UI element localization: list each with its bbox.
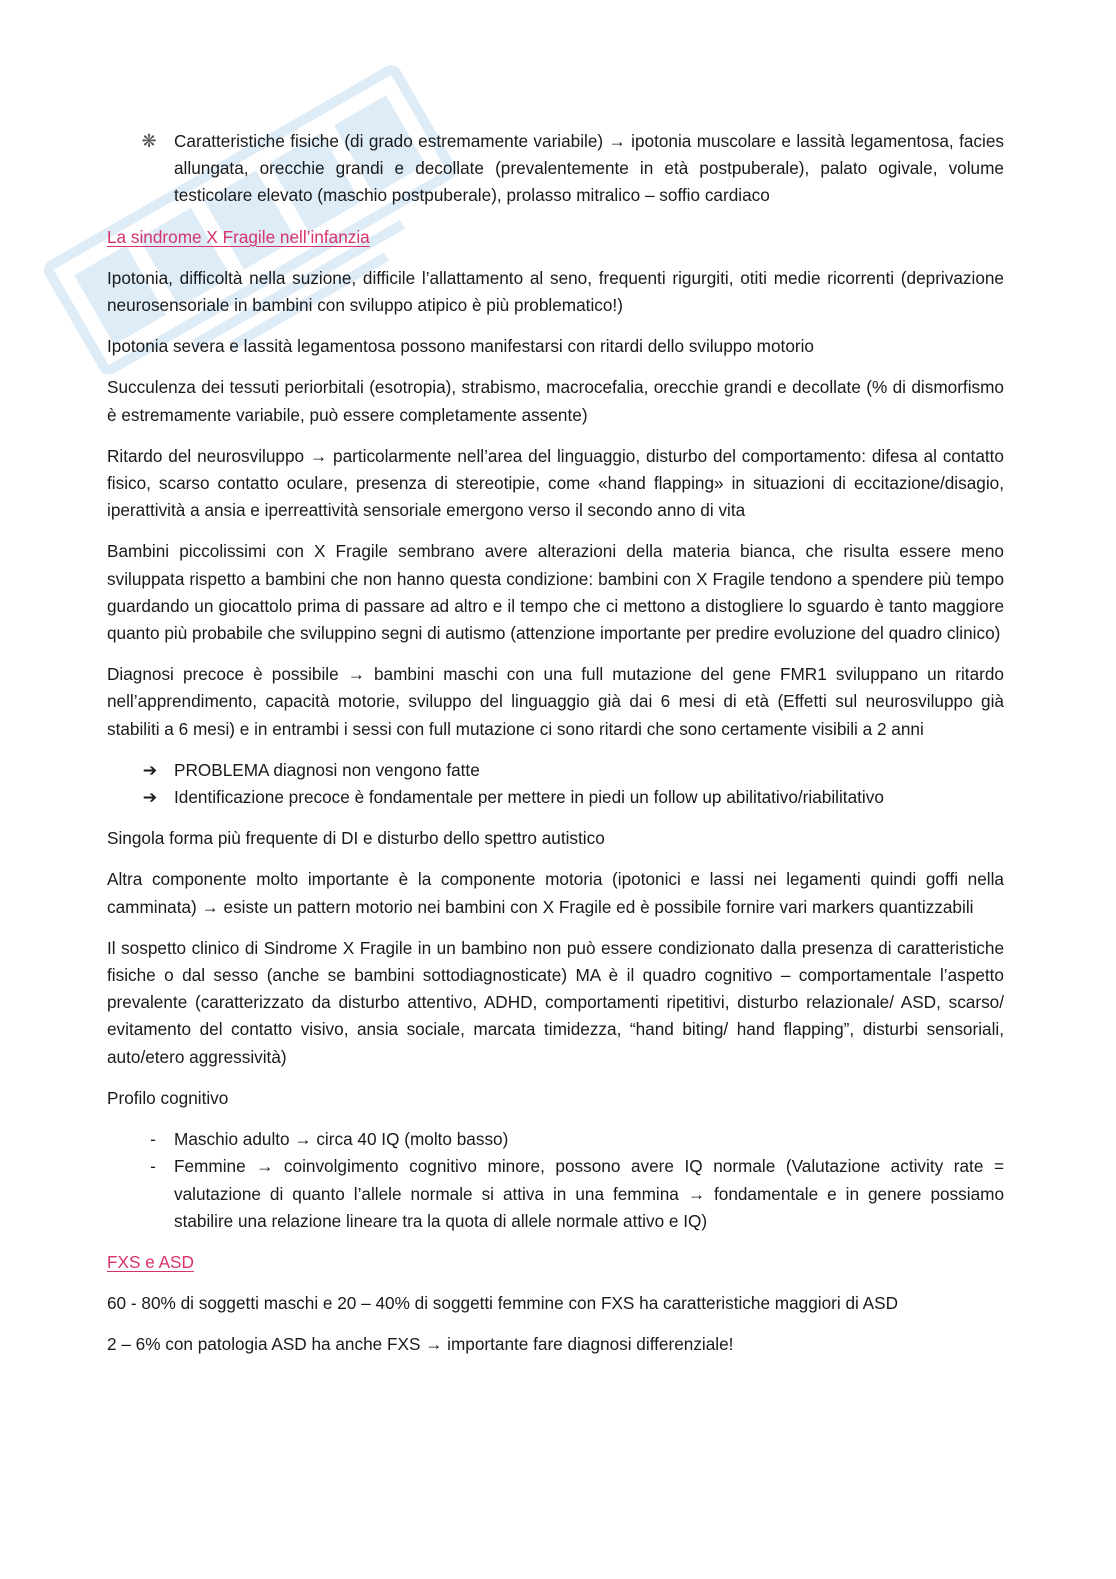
paragraph: Altra componente molto importante è la componente motoria (ipotonici e lassi nei legamenti quindi goffi nella camminata) → esiste un pattern motorio nei bambini con X Fragile ed è possibile fornire vari markers quantizzabili [107,869,1004,917]
section-heading-fxs-asd[interactable]: FXS e ASD [107,1251,194,1272]
dash-list [107,1126,1004,1235]
list-item-text: Caratteristiche fisiche (di grado estremamente variabile) → ipotonia muscolare e lassità legamentosa, facies allungata, orecchie grandi e decollate (prevalentemente in età postpuberale), palato ogivale, volume testicolare elevato (maschio postpuberale), prolasso mitralico – soffio cardiaco [174,131,1004,206]
dash-bullet: - [150,1156,156,1177]
feature-list [107,128,1004,210]
paragraph: Ipotonia, difficoltà nella suzione, difficile l’allattamento al seno, frequenti rigurgiti, otiti medie ricorrenti (deprivazione neurosensoriale in bambini con sviluppo atipico è più problematico!) [107,267,1004,316]
paragraph: Singola forma più frequente di DI e disturbo dello spettro autistico [107,828,605,849]
list-item [107,784,1004,811]
list-item [107,128,1004,210]
list-item-text: Maschio adulto → circa 40 IQ (molto basso) [174,1129,509,1150]
list-item-text: Femmine → coinvolgimento cognitivo minore, possono avere IQ normale (Valutazione activity rate = valutazione di quanto l’allele normale si attiva in una femmina → fondamentale e in genere possiamo stabilire una relazione lineare tra la quota di allele normale attivo e IQ) [174,1156,1004,1231]
list-item-text: PROBLEMA diagnosi non vengono fatte [174,759,480,780]
paragraph: 60 - 80% di soggetti maschi e 20 – 40% di soggetti femmine con FXS ha caratteristiche maggiori di ASD [107,1293,899,1314]
arrow-bullet-icon: ➔ [142,787,158,808]
dash-bullet: - [150,1129,156,1150]
list-item [107,1126,1004,1153]
paragraph: Ritardo del neurosviluppo → particolarmente nell’area del linguaggio, disturbo del comportamento: difesa al contatto fisico, scarso contatto oculare, presenza di stereotipie, come «hand flapping» in situazioni di eccitazione/disagio, iperattività a ansia e iperreattività sensoriale emergono verso il secondo anno di vita [107,445,1004,521]
list-item [107,757,1004,784]
paragraph: Bambini piccolissimi con X Fragile sembrano avere alterazioni della materia bianca, che risulta essere meno sviluppata rispetto a bambini che non hanno questa condizione: bambini con X Fragile tendono a spendere più tempo guardando un giocattolo prima di passare ad altro e il tempo che ci mettono a distogliere lo sguardo è tanto maggiore quanto più probabile che sviluppino segni di autismo (attenzione importante per predire evoluzione del quadro clinico) [107,541,1004,644]
paragraph: 2 – 6% con patologia ASD ha anche FXS → importante fare diagnosi differenziale! [107,1334,734,1355]
arrow-list [107,757,1004,811]
paragraph: Profilo cognitivo [107,1087,229,1108]
paragraph: Succulenza dei tessuti periorbitali (esotropia), strabismo, macrocefalia, orecchie grandi e decollate (% di dismorfismo è estremamente variabile, può essere completamente assente) [107,377,1004,425]
arrow-bullet-icon: ➔ [142,759,158,780]
section-heading-infancy[interactable]: La sindrome X Fragile nell’infanzia [107,226,370,247]
flake-bullet-icon: ❋ [141,131,157,151]
paragraph: Il sospetto clinico di Sindrome X Fragile in un bambino non può essere condizionato dalla presenza di caratteristiche fisiche o dal sesso (anche se bambini sottodiagnosticate) MA è il quadro cognitivo – comportamentale l’aspetto prevalente (caratterizzato da disturbo attentivo, ADHD, comportamenti ripetitivi, disturbo relazionale/ ASD, scarso/ evitamento del contatto visivo, ansia sociale, marcata timidezza, “hand biting/ hand flapping”, disturbi sensoriali, auto/etero aggressività) [107,937,1004,1067]
paragraph: Ipotonia severa e lassità legamentosa possono manifestarsi con ritardi dello sviluppo motorio [107,336,814,357]
list-item-text: Identificazione precoce è fondamentale per mettere in piedi un follow up abilitativo/riabilitativo [174,787,884,808]
paragraph: Diagnosi precoce è possibile → bambini maschi con una full mutazione del gene FMR1 sviluppano un ritardo nell’apprendimento, capacità motorie, sviluppo del linguaggio già dai 6 mesi di età (Effetti sul neurosviluppo già stabiliti a 6 mesi) e in entrambi i sessi con full mutazione ci sono ritardi che sono certamente visibili a 2 anni [107,664,1004,739]
list-item [107,1153,1004,1235]
document-page [107,128,1004,1373]
